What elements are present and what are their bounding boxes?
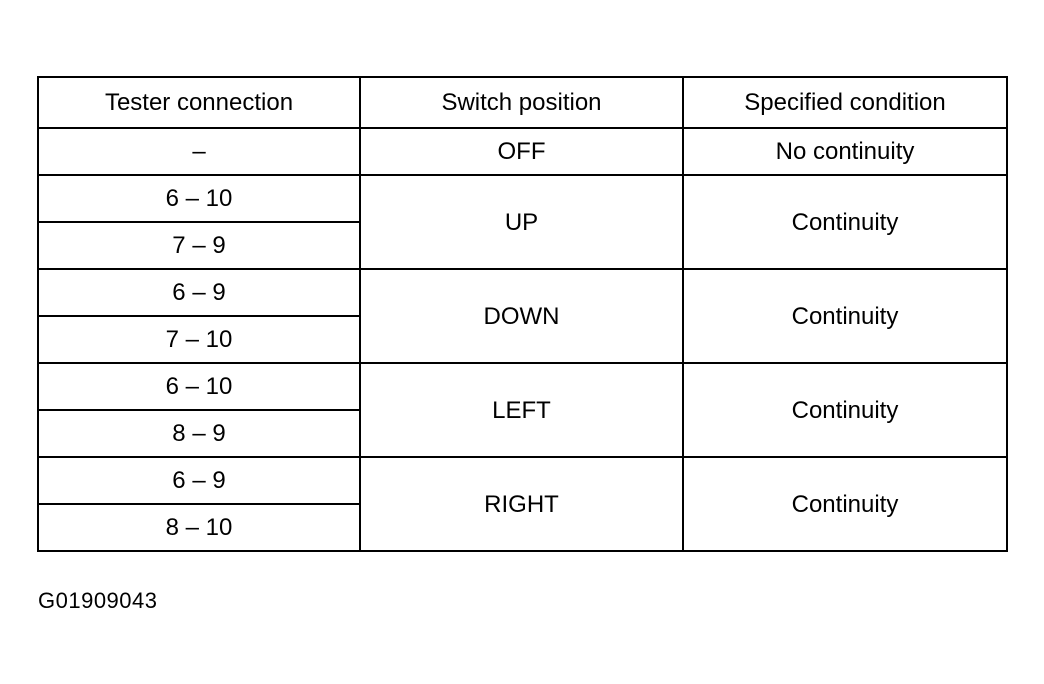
tester-connection-cell: 7 – 10 [38, 316, 360, 363]
tester-connection-cell: 6 – 9 [38, 269, 360, 316]
tester-connection-cell: – [38, 128, 360, 175]
table-row [38, 269, 1007, 316]
specified-condition-cell: Continuity [683, 175, 1007, 269]
specified-condition-cell: Continuity [683, 363, 1007, 457]
header-switch-position: Switch position [360, 77, 683, 128]
figure-id: G01909043 [38, 588, 158, 613]
switch-position-cell: RIGHT [360, 457, 683, 551]
switch-continuity-table [37, 76, 1008, 552]
tester-connection-cell: 6 – 10 [38, 363, 360, 410]
specified-condition-cell: Continuity [683, 269, 1007, 363]
switch-position-cell: DOWN [360, 269, 683, 363]
table-row [38, 175, 1007, 222]
switch-position-cell: LEFT [360, 363, 683, 457]
tester-connection-cell: 7 – 9 [38, 222, 360, 269]
table-header-row [38, 77, 1007, 128]
tester-connection-cell: 8 – 10 [38, 504, 360, 551]
switch-position-cell: OFF [360, 128, 683, 175]
table-row [38, 457, 1007, 504]
specified-condition-cell: No continuity [683, 128, 1007, 175]
tester-connection-cell: 6 – 10 [38, 175, 360, 222]
switch-position-cell: UP [360, 175, 683, 269]
specified-condition-cell: Continuity [683, 457, 1007, 551]
tester-connection-cell: 6 – 9 [38, 457, 360, 504]
tester-connection-cell: 8 – 9 [38, 410, 360, 457]
header-tester-connection: Tester connection [38, 77, 360, 128]
table-row-off [38, 128, 1007, 175]
table-row [38, 363, 1007, 410]
header-specified-condition: Specified condition [683, 77, 1007, 128]
